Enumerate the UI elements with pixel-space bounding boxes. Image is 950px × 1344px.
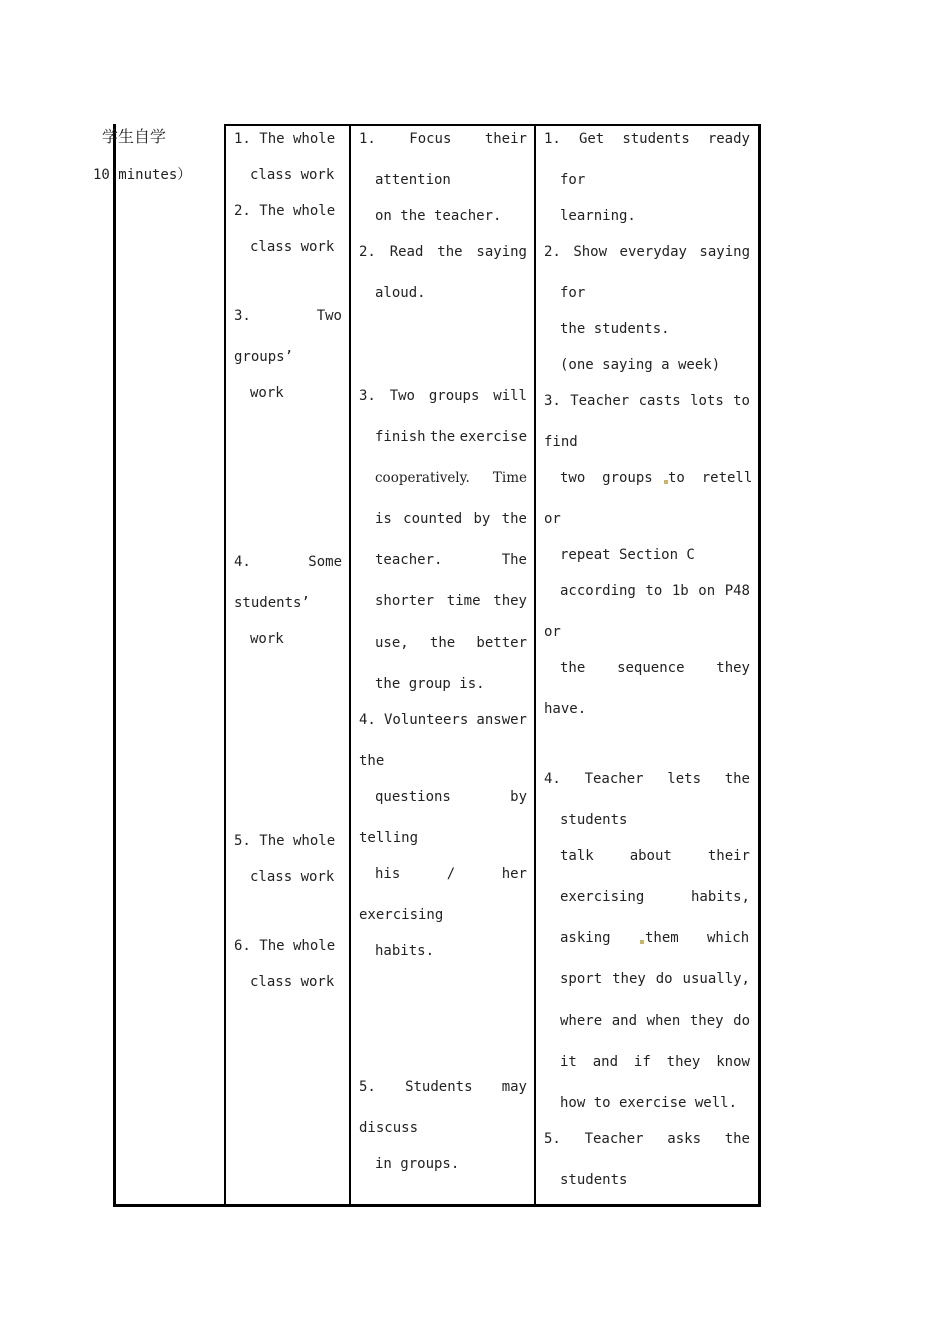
word: the [429, 429, 456, 445]
word: they [493, 593, 527, 609]
student-activity-line: the group is. [375, 676, 485, 692]
word: talk [560, 848, 594, 864]
word: saying [476, 244, 527, 260]
teacher-activity-line: asking [560, 930, 611, 946]
word: 5. [544, 1131, 561, 1147]
word: the [501, 511, 527, 527]
work-mode-6-line-2: class work [250, 974, 335, 990]
word: better [476, 635, 527, 651]
word: the [560, 660, 586, 676]
word: Students [405, 1079, 473, 1095]
word: may [501, 1079, 527, 1095]
word: their [484, 131, 527, 147]
work-mode-1-line-1: 1. The whole [234, 131, 336, 147]
word: and [611, 1013, 638, 1029]
student-activity-line: the [359, 753, 385, 769]
teacher-activity-line: or [544, 624, 561, 640]
teacher-activity-line [560, 970, 750, 988]
word: counted [403, 511, 463, 527]
student-activity-line [359, 387, 527, 405]
teacher-activity-line: the students. [560, 321, 670, 337]
word: 5. [359, 1079, 376, 1095]
work-mode-1-line-2: class work [250, 167, 335, 183]
word: questions [375, 789, 451, 805]
teacher-activity-line: how to exercise well. [560, 1095, 738, 1111]
word: use, [375, 635, 409, 651]
student-activity-line: attention [375, 172, 451, 188]
word: 3. [359, 388, 376, 404]
student-activity-line: aloud. [375, 285, 426, 301]
teacher-activity-line: students [560, 812, 628, 828]
word: to [645, 583, 663, 599]
teacher-activity-line: learning. [560, 208, 636, 224]
student-activity-line [375, 788, 527, 806]
teacher-activity-line: students [560, 1172, 628, 1188]
word: if [633, 1054, 651, 1070]
word: his [375, 866, 401, 882]
column-divider-3 [534, 124, 536, 1207]
word: The [501, 552, 527, 568]
word: saying [699, 244, 750, 260]
teacher-activity-line [544, 243, 750, 261]
teacher-activity-line [560, 1053, 750, 1071]
word: Show [573, 244, 608, 260]
word: 4. [544, 771, 561, 787]
stage-title: 学生自学 [102, 127, 167, 146]
word: Teacher [570, 393, 630, 409]
teacher-activity-line: for [560, 172, 586, 188]
work-mode-4-line-2: students’ [234, 595, 310, 611]
work-mode-6-line-1: 6. The whole [234, 938, 336, 954]
word: answer [476, 712, 527, 728]
word: the [429, 635, 456, 651]
student-activity-line: on the teacher. [375, 208, 502, 224]
word: according [560, 583, 636, 599]
teacher-activity-line [560, 1012, 750, 1030]
teacher-activity-line: (one saying a week) [560, 357, 721, 373]
work-mode-5-line-2: class work [250, 869, 335, 885]
work-mode-2-line-1: 2. The whole [234, 203, 336, 219]
word: everyday [619, 244, 687, 260]
word: do [733, 1013, 750, 1029]
table-border-right [758, 124, 761, 1207]
word: ready [707, 131, 750, 147]
highlight-mark [640, 940, 644, 944]
student-activity-line [359, 1078, 527, 1096]
teacher-activity-line: find [544, 434, 578, 450]
teacher-activity-line: two groups [560, 470, 653, 486]
student-activity-line [359, 130, 527, 148]
word: teacher. [375, 552, 443, 568]
word: the [724, 1131, 750, 1147]
student-activity-line [375, 592, 527, 610]
word: the [437, 244, 463, 260]
word: 2. [544, 244, 561, 260]
word: by [473, 511, 491, 527]
teacher-activity-line [560, 847, 750, 865]
word: sport [560, 971, 603, 987]
student-activity-line [375, 865, 527, 883]
word: 2. [359, 244, 376, 260]
word: 4. [359, 712, 376, 728]
word: 3. [544, 393, 561, 409]
word: habits, [690, 889, 750, 905]
student-activity-line [375, 469, 527, 487]
work-mode-3-number: 3. [234, 308, 251, 324]
word: is [375, 511, 392, 527]
column-divider-2 [349, 124, 351, 1207]
student-activity-line [359, 711, 527, 729]
teacher-activity-line: which [707, 930, 750, 946]
word: Read [389, 244, 424, 260]
word: their [707, 848, 750, 864]
teacher-activity-line [560, 888, 750, 906]
word: the [724, 771, 750, 787]
work-mode-3-word: Two [316, 308, 342, 324]
word: usually, [682, 971, 750, 987]
word: on [698, 583, 716, 599]
word: exercise [459, 429, 527, 445]
table-border-bottom [113, 1204, 761, 1207]
word: lets [667, 771, 701, 787]
word: it [560, 1054, 577, 1070]
student-activity-line: exercising [359, 907, 444, 923]
work-mode-4-line-3: work [250, 631, 284, 647]
word: when [646, 1013, 681, 1029]
word: they [689, 1013, 724, 1029]
word: know [716, 1054, 750, 1070]
word: Time [492, 470, 527, 486]
word: do [655, 971, 673, 987]
word: Focus [409, 131, 452, 147]
student-activity-line [359, 243, 527, 261]
teacher-activity-line: repeat Section C [560, 547, 695, 563]
word: Teacher [584, 1131, 644, 1147]
word: and [592, 1054, 619, 1070]
word: Two [389, 388, 415, 404]
word: cooperatively. [375, 470, 470, 486]
work-mode-2-line-2: class work [250, 239, 335, 255]
word: will [493, 388, 527, 404]
word: P48 [724, 583, 750, 599]
word: finish [375, 429, 426, 445]
word: they [666, 1054, 701, 1070]
work-mode-4-number: 4. [234, 554, 251, 570]
word: students [622, 131, 690, 147]
work-mode-4-line-1 [234, 553, 342, 571]
word: by [510, 789, 527, 805]
word: Teacher [584, 771, 644, 787]
teacher-activity-line [544, 130, 750, 148]
student-activity-line: in groups. [375, 1156, 460, 1172]
column-divider-1 [224, 124, 226, 1207]
word: 1b [671, 583, 689, 599]
word: shorter [375, 593, 435, 609]
teacher-activity-line: for [560, 285, 586, 301]
word: Get [578, 131, 605, 147]
word: exercising [560, 889, 645, 905]
word: 1. [544, 131, 561, 147]
word: Volunteers [383, 712, 469, 728]
student-activity-line [375, 634, 527, 652]
teacher-activity-line [544, 1130, 750, 1148]
stage-duration: 10 minutes） [93, 167, 192, 183]
word: 1. [359, 131, 376, 147]
table-border-top [224, 124, 761, 126]
student-activity-line: habits. [375, 943, 435, 959]
word: where [560, 1013, 603, 1029]
teacher-activity-line: or [544, 511, 561, 527]
word: about [629, 848, 672, 864]
student-activity-line [375, 510, 527, 528]
student-activity-line: telling [359, 830, 419, 846]
work-mode-5-line-1: 5. The whole [234, 833, 336, 849]
word: her [501, 866, 527, 882]
word: time [446, 593, 481, 609]
word: groups [428, 388, 480, 404]
word: / [446, 866, 456, 882]
teacher-activity-line [544, 392, 750, 410]
word: they [716, 660, 750, 676]
work-mode-3-line-2: groups’ [234, 349, 294, 365]
word: casts [638, 393, 681, 409]
work-mode-4-word: Some [308, 554, 342, 570]
word: they [612, 971, 646, 987]
table-border-left [113, 124, 116, 1207]
work-mode-3-line-3: work [250, 385, 284, 401]
teacher-activity-line: have. [544, 701, 587, 717]
word: sequence [617, 660, 685, 676]
student-activity-line: discuss [359, 1120, 419, 1136]
word: asks [667, 1131, 701, 1147]
word: to [733, 393, 750, 409]
student-activity-line [375, 428, 527, 446]
word: lots [690, 393, 724, 409]
teacher-activity-line [560, 582, 750, 600]
teacher-activity-line: to retell [668, 470, 753, 486]
teacher-activity-line [560, 659, 750, 677]
teacher-activity-line: them [645, 930, 679, 946]
work-mode-3-line-1 [234, 307, 342, 325]
teacher-activity-line [544, 770, 750, 788]
student-activity-line [375, 551, 527, 569]
